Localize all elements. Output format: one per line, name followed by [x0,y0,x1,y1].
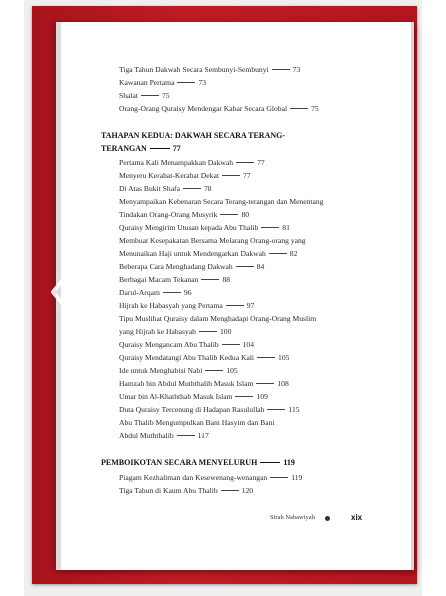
toc-entry: Hamzah bin Abdul Muththalib Masuk Islam 108 [119,379,289,388]
toc-entry: Darul-Arqam 96 [119,288,192,297]
toc-entry: Kawanan Pertama 73 [119,78,207,87]
toc-entry: Tiga Tahun di Kaum Abu Thalib 120 [119,486,254,495]
chevron-left-icon [48,272,72,312]
toc-entry: Beberapa Cara Menghadang Dakwah 84 [119,262,265,271]
table-of-contents [61,22,411,570]
toc-entry: Ide untuk Menghabisi Nabi 105 [119,366,238,375]
toc-entry: Berbagai Macam Tekanan 88 [119,275,231,284]
toc-entry: Quraisy Mengirim Utusan kepada Abu Thalib 81 [119,223,290,232]
toc-entry: Menyampaikan Kebenaran Secara Terang-terangan dan Menentang [119,197,324,206]
toc-entry: Membuat Kesepakatan Bersama Melarang Orang-orang yang [119,236,306,245]
toc-entry: Duta Quraisy Tercenung di Hadapan Rasulullah 115 [119,405,300,414]
footer-book-title: Sirah Nabawiyah [270,514,315,521]
toc-entry: Abdul Muththalib 117 [119,431,209,440]
toc-entry: Menunaikan Haji untuk Mendengarkan Dakwah 82 [119,249,298,258]
toc-entry: Tindakan Orang-Orang Musyrik 80 [119,210,250,219]
footer-page-number: xix [351,513,363,522]
section-heading: TAHAPAN KEDUA: DAKWAH SECARA TERANG- [101,131,286,140]
toc-entry: Umar bin Al-Khaththab Masuk Islam 109 [119,392,268,401]
toc-entry: Shalat 75 [119,91,170,100]
prev-page-button[interactable] [48,272,72,312]
toc-entry: Di Atas Bukit Shafa 78 [119,184,212,193]
toc-entry: Tipu Muslihat Quraisy dalam Menghadapi Orang-Orang Muslim [119,314,317,323]
toc-entry: Abu Thalib Mengumpulkan Bani Hasyim dan Bani [119,418,275,427]
chevron-right-icon [375,272,399,312]
toc-entry: Quraisy Mengancam Abu Thalib 104 [119,340,255,349]
toc-entry: Pertama Kali Menampakkan Dakwah 77 [119,158,265,167]
section-heading: PEMBOIKOTAN SECARA MENYELURUH 119 [101,458,295,467]
book-page [56,22,414,570]
toc-entry: Menyeru Kerabat-Kerabat Dekat 77 [119,171,251,180]
toc-entry: Quraisy Mendatangi Abu Thalib Kedua Kali 105 [119,353,290,362]
toc-entry: Orang-Orang Quraisy Mendengar Kabar Secara Global 75 [119,104,319,113]
toc-entry: Tiga Tahun Dakwah Secara Sembunyi-Sembunyi 73 [119,65,301,74]
toc-entry: yang Hijrah ke Habasyah 100 [119,327,232,336]
toc-entry: Hijrah ke Habasyah yang Pertama 97 [119,301,255,310]
footer-bullet-icon [325,516,330,521]
next-page-button[interactable] [375,272,399,312]
toc-entry: Piagam Kezhaliman dan Kesewenang-wenangan 119 [119,473,303,482]
section-heading-continued: TERANGAN 77 [101,144,181,153]
